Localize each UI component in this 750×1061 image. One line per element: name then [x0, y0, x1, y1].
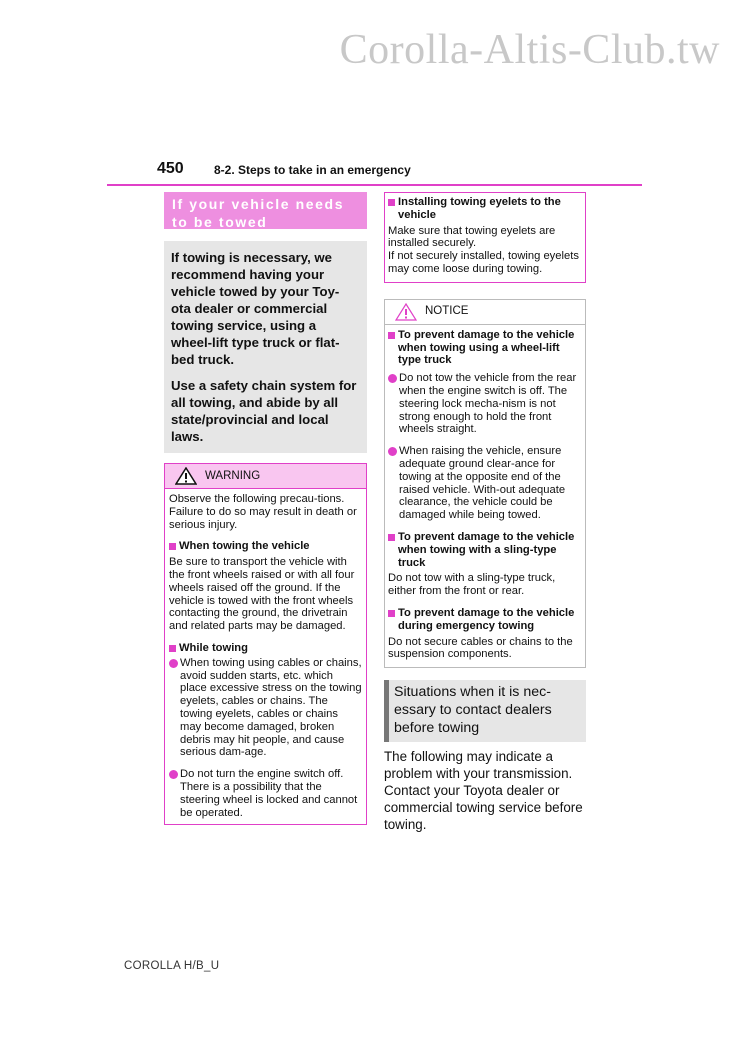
- warning-bullet-2: [169, 768, 362, 819]
- notice-triangle-icon: [395, 303, 417, 321]
- intro-box: [164, 241, 367, 453]
- page-header: [107, 160, 642, 186]
- warning-bullet-1: [169, 657, 362, 759]
- notice-subheading-3: [388, 607, 582, 633]
- dot-bullet-icon: [169, 659, 178, 668]
- intro-paragraph-1: If towing is necessary, we recommend having your vehicle towed by your Toy-ota dealer or commercial towing service, using a wheel-lift type truck or flat-bed truck.: [171, 250, 340, 367]
- watermark: Corolla-Altis-Club.tw: [339, 27, 720, 73]
- notice-subheading-1: [388, 329, 582, 367]
- notice-paragraph-3: Do not secure cables or chains to the suspension components.: [388, 635, 573, 661]
- dot-bullet-icon: [169, 770, 178, 779]
- footer-label: COROLLA H/B_U: [124, 960, 220, 972]
- left-column: [164, 192, 367, 825]
- square-bullet-icon: [388, 610, 395, 617]
- eyelet-heading-text: Installing towing eyelets to the vehicle: [398, 196, 561, 221]
- warning-subheading-2-text: While towing: [179, 641, 248, 654]
- warning-header: [165, 464, 366, 489]
- warning-bullet-2-text-b: There is a possibility that the steering wheel is locked and cannot be operated.: [180, 780, 358, 819]
- notice-label: NOTICE: [425, 305, 469, 318]
- notice-paragraph-2: Do not tow with a sling-type truck, either from the front or rear.: [388, 572, 556, 598]
- warning-body: [165, 489, 366, 824]
- notice-header: [385, 300, 585, 325]
- notice-subheading-2: [388, 531, 582, 569]
- situations-text: The following may indicate a problem with your transmission. Contact your Toyota dealer or commercial towing service before towing.: [384, 749, 583, 833]
- eyelet-paragraph-1: Make sure that towing eyelets are installed securely.: [388, 224, 556, 250]
- notice-bullet-1-text: Do not tow the vehicle from the rear when the engine switch is off. The steering lock mecha-nism is not strong enough to hold the front wheels straight.: [399, 372, 577, 436]
- dot-bullet-icon: [388, 374, 397, 383]
- warning-subheading-2: [169, 642, 362, 655]
- right-column: [384, 192, 586, 833]
- warning-paragraph-1: Be sure to transport the vehicle with the front wheels raised or with all four wheels raised off the ground. If the vehicle is towed with the front wheels contacting the ground, the drivetrain and related parts may be damaged.: [169, 556, 355, 633]
- warning-triangle-icon: [175, 467, 197, 485]
- square-bullet-icon: [388, 199, 395, 206]
- topic-title: [164, 192, 367, 229]
- notice-bullet-1: [388, 372, 582, 436]
- notice-subheading-2-text: To prevent damage to the vehicle when towing with a sling-type truck: [398, 530, 575, 569]
- notice-bullet-2-text: When raising the vehicle, ensure adequate ground clear-ance for towing at the opposite end of the raised vehicle. With-out adequate clearance, the vehicle could be damaged while being towed.: [399, 445, 566, 522]
- warning-intro-1: Observe the following precau-tions.: [169, 493, 345, 505]
- notice-bullet-2: [388, 445, 582, 522]
- warning-bullet-1-text: When towing using cables or chains, avoid sudden starts, etc. which place excessive stress on the towing eyelets, cables or chains. The towing eyelets, cables or chains may become damaged, broken debris may hit people, and cause serious dam-age.: [180, 656, 362, 759]
- warning-bullet-2-content: [180, 768, 362, 819]
- notice-box: [384, 299, 586, 668]
- notice-body: [385, 325, 585, 667]
- square-bullet-icon: [169, 543, 176, 550]
- page-number: 450: [157, 160, 184, 177]
- notice-subheading-1-text: To prevent damage to the vehicle when towing using a wheel-lift type truck: [398, 328, 575, 367]
- eyelet-box: [384, 192, 586, 283]
- square-bullet-icon: [388, 534, 395, 541]
- eyelet-heading: [388, 196, 581, 222]
- warning-box: [164, 463, 367, 825]
- square-bullet-icon: [388, 332, 395, 339]
- topic-title-line2: to be towed: [172, 214, 268, 230]
- warning-bullet-2-text-a: Do not turn the engine switch off.: [180, 768, 344, 781]
- notice-subheading-3-text: To prevent damage to the vehicle during emergency towing: [398, 606, 575, 632]
- situations-heading: Situations when it is nec-essary to contact dealers before towing: [384, 680, 586, 742]
- section-title: 8-2. Steps to take in an emergency: [214, 163, 411, 177]
- topic-title-line1: If your vehicle needs: [172, 196, 345, 212]
- dot-bullet-icon: [388, 447, 397, 456]
- square-bullet-icon: [169, 645, 176, 652]
- warning-subheading-1: [169, 540, 362, 553]
- warning-subheading-1-text: When towing the vehicle: [179, 540, 310, 553]
- eyelet-paragraph-2: If not securely installed, towing eyelets may come loose during towing.: [388, 250, 579, 275]
- warning-label: WARNING: [205, 469, 261, 482]
- warning-intro-2: Failure to do so may result in death or serious injury.: [169, 505, 357, 531]
- intro-paragraph-2: Use a safety chain system for all towing, and abide by all state/provincial and local laws.: [171, 378, 357, 444]
